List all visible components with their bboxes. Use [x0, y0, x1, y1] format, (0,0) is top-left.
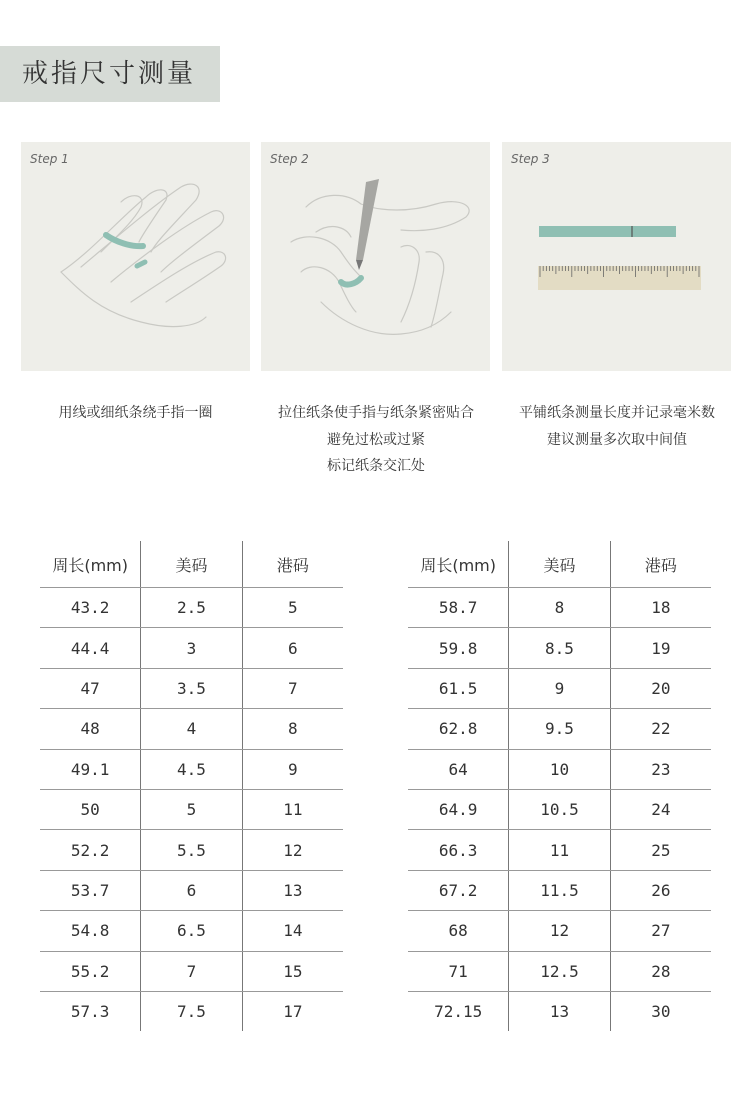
table-row [40, 750, 343, 790]
step-2-caption [256, 400, 496, 480]
table-cell: 7 [140, 952, 241, 991]
table-row [40, 669, 343, 709]
table-cell: 50 [80, 800, 100, 820]
table-cell: 2.5 [140, 588, 241, 627]
table-cell: 47 [80, 678, 100, 698]
column-header: 美码 [508, 541, 609, 587]
table-cell: 9.5 [508, 709, 609, 748]
table-row [408, 588, 711, 628]
caption-line: 用线或细纸条绕手指一圈 [58, 405, 213, 421]
table-cell: 12 [242, 830, 343, 869]
table-cell: 64 [448, 759, 468, 779]
table-row [408, 871, 711, 911]
table-cell: 23 [610, 750, 711, 789]
table-cell: 6.5 [140, 911, 241, 950]
table-cell: 12.5 [508, 952, 609, 991]
caption-line: 平铺纸条测量长度并记录毫米数 [519, 405, 715, 421]
table-cell: 7.5 [140, 992, 241, 1031]
table-cell: 72.15 [434, 1002, 483, 1022]
paper-strip [539, 226, 676, 237]
table-cell: 17 [242, 992, 343, 1031]
table-cell: 24 [610, 790, 711, 829]
table-row [408, 628, 711, 668]
table-cell: 62.8 [438, 719, 478, 739]
table-cell: 54.8 [70, 921, 110, 941]
table-cell: 12 [508, 911, 609, 950]
table-row [408, 790, 711, 830]
table-cell: 10.5 [508, 790, 609, 829]
table-cell: 13 [242, 871, 343, 910]
table-cell: 57.3 [70, 1002, 110, 1022]
column-header: 港码 [610, 541, 711, 587]
table-cell: 8 [508, 588, 609, 627]
column-header: 港码 [242, 541, 343, 587]
table-row [40, 992, 343, 1031]
step-1-label: Step 1 [30, 152, 69, 166]
table-row [408, 992, 711, 1031]
column-header: 美码 [140, 541, 241, 587]
table-cell: 5 [242, 588, 343, 627]
table-cell: 49.1 [70, 759, 110, 779]
table-row [40, 952, 343, 992]
hand-with-thread-drawing [21, 142, 250, 371]
table-cell: 68 [448, 921, 468, 941]
table-cell: 20 [610, 669, 711, 708]
table-row [408, 669, 711, 709]
table-cell: 27 [610, 911, 711, 950]
table-row [408, 709, 711, 749]
table-cell: 61.5 [438, 678, 478, 698]
table-cell: 58.7 [438, 598, 478, 618]
table-cell: 53.7 [70, 880, 110, 900]
table-header [408, 541, 711, 588]
table-cell: 48 [80, 719, 100, 739]
table-cell: 67.2 [438, 880, 478, 900]
title-banner [0, 46, 220, 102]
table-cell: 9 [242, 750, 343, 789]
table-cell: 15 [242, 952, 343, 991]
table-row [40, 830, 343, 870]
hand-with-pen-drawing [261, 142, 490, 371]
page-title: 戒指尺寸测量 [22, 59, 197, 89]
caption-line: 避免过松或过紧 [327, 431, 425, 448]
table-cell: 43.2 [70, 598, 110, 618]
column-header: 周长(mm) [52, 555, 128, 575]
table-cell: 71 [448, 961, 468, 981]
table-row [408, 750, 711, 790]
step-2-label: Step 2 [270, 152, 309, 166]
step-3-caption [500, 400, 734, 453]
table-cell: 18 [610, 588, 711, 627]
table-cell: 13 [508, 992, 609, 1031]
step-3-label: Step 3 [511, 152, 550, 166]
size-table-left [40, 541, 343, 1031]
table-cell: 55.2 [70, 961, 110, 981]
caption-line: 标记纸条交汇处 [327, 458, 425, 474]
table-row [40, 628, 343, 668]
table-cell: 30 [610, 992, 711, 1031]
step-1-caption [21, 400, 250, 427]
step-2-illustration [261, 142, 490, 371]
table-cell: 11 [242, 790, 343, 829]
table-cell: 5 [140, 790, 241, 829]
caption-line: 拉住纸条使手指与纸条紧密贴合 [278, 405, 474, 421]
table-cell: 6 [242, 628, 343, 667]
table-cell: 22 [610, 709, 711, 748]
table-cell: 8.5 [508, 628, 609, 667]
table-cell: 64.9 [438, 800, 478, 820]
table-cell: 7 [242, 669, 343, 708]
table-row [40, 588, 343, 628]
table-cell: 5.5 [140, 830, 241, 869]
table-row [40, 911, 343, 951]
table-cell: 25 [610, 830, 711, 869]
table-header [40, 541, 343, 588]
table-row [408, 911, 711, 951]
table-row [40, 790, 343, 830]
table-cell: 9 [508, 669, 609, 708]
table-cell: 66.3 [438, 840, 478, 860]
step-1-illustration [21, 142, 250, 371]
table-cell: 4 [140, 709, 241, 748]
table-cell: 8 [242, 709, 343, 748]
column-header: 周长(mm) [420, 555, 496, 575]
table-cell: 26 [610, 871, 711, 910]
table-cell: 59.8 [438, 638, 478, 658]
table-row [408, 952, 711, 992]
table-cell: 19 [610, 628, 711, 667]
table-cell: 44.4 [70, 638, 110, 658]
table-cell: 28 [610, 952, 711, 991]
table-cell: 14 [242, 911, 343, 950]
table-cell: 4.5 [140, 750, 241, 789]
table-cell: 10 [508, 750, 609, 789]
table-cell: 3 [140, 628, 241, 667]
table-cell: 11 [508, 830, 609, 869]
table-row [40, 709, 343, 749]
table-cell: 52.2 [70, 840, 110, 860]
caption-line: 建议测量多次取中间值 [547, 431, 687, 448]
table-cell: 3.5 [140, 669, 241, 708]
table-row [40, 871, 343, 911]
table-cell: 6 [140, 871, 241, 910]
paper-strip-and-ruler-drawing [502, 142, 731, 371]
size-table-right [408, 541, 711, 1031]
step-3-illustration [502, 142, 731, 371]
table-row [408, 830, 711, 870]
table-cell: 11.5 [508, 871, 609, 910]
